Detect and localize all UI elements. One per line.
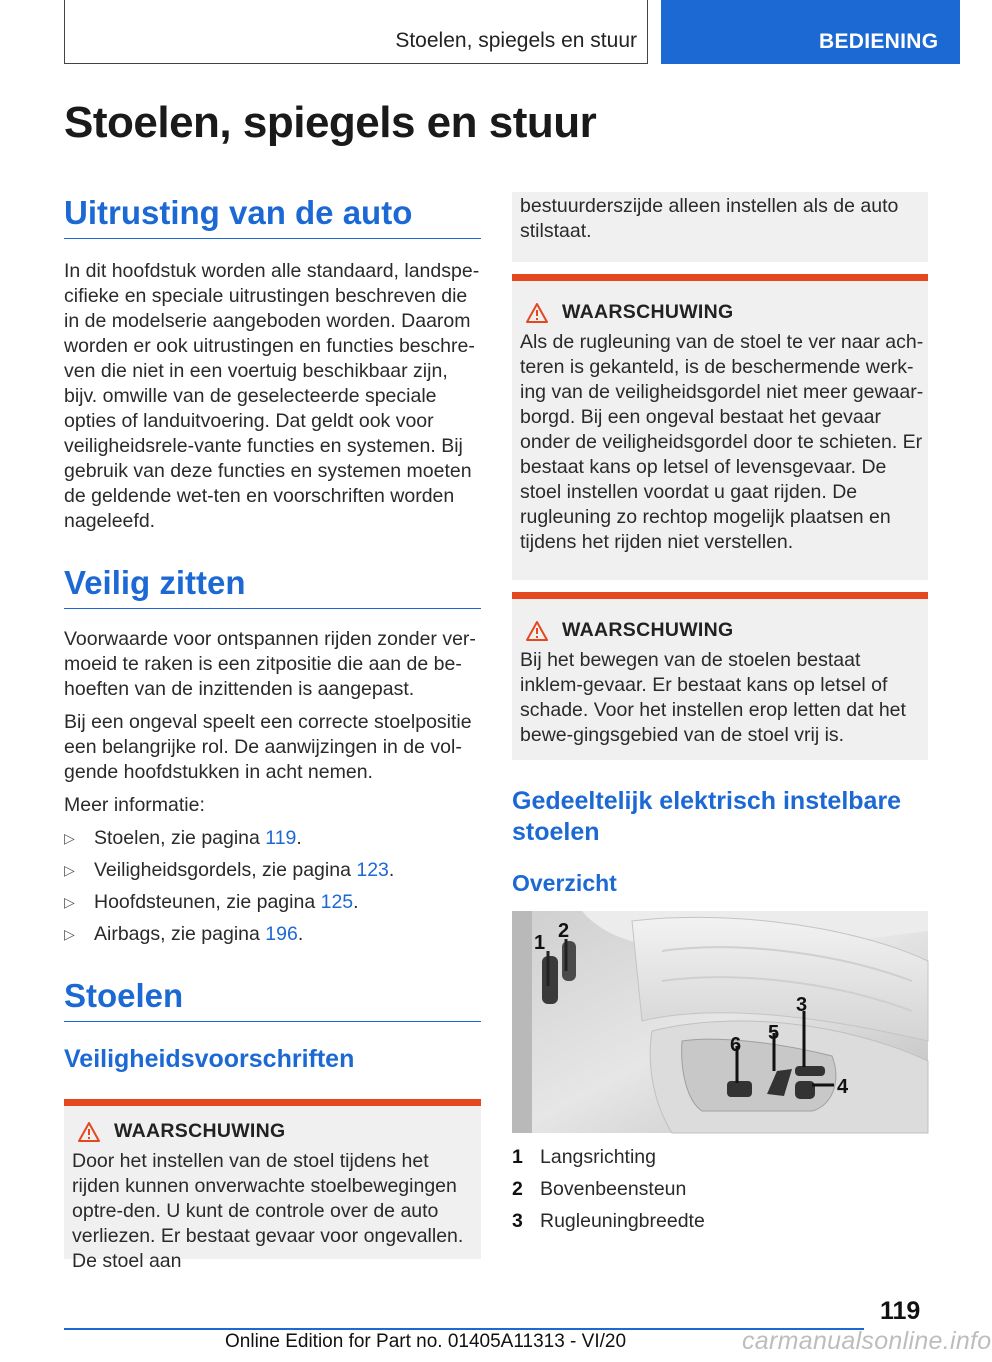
left-column bbox=[64, 192, 481, 1272]
page-link[interactable]: 119 bbox=[265, 827, 297, 849]
figure-label-6: 6 bbox=[730, 1034, 742, 1056]
reference-text: Veiligheidsgordels, zie pagina bbox=[94, 859, 357, 881]
list-item bbox=[512, 1173, 928, 1205]
more-info-label: Meer informatie: bbox=[64, 794, 205, 816]
reference-list bbox=[64, 826, 481, 947]
header-chapter-label: BEDIENING bbox=[819, 30, 939, 53]
warning-text-continued: bestuurderszijde alleen instellen als de auto stilstaat. bbox=[520, 195, 899, 242]
subheading-overview: Overzicht bbox=[512, 870, 617, 896]
legend-label: Bovenbeensteun bbox=[540, 1178, 687, 1200]
warning-label: WAARSCHUWING bbox=[562, 301, 734, 323]
header-chapter-tab bbox=[661, 0, 960, 64]
list-item bbox=[512, 1141, 928, 1173]
legend-label: Langsrichting bbox=[540, 1146, 656, 1168]
triangle-bullet-icon: ▷ bbox=[64, 926, 75, 942]
equipment-paragraph: In dit hoofdstuk worden alle standaard, landspe-cifieke en speciale uitrustingen beschreven die in de modelserie aangeboden worden. Daarom worden er ook uitrustingen en functies beschre-ven die niet in een voertuig beschikbaar zijn, bijv. omwille van de geselecteerde speciale opties of landuitvoering. Dat geldt ook voor veiligheidsrele-vante functies en systemen. Bij gebruik van deze functies en systemen moeten de geldende wet-ten en voorschriften worden nageleefd. bbox=[64, 260, 480, 532]
warning-triangle-icon bbox=[526, 621, 548, 641]
reference-text: Hoofdsteunen, zie pagina bbox=[94, 891, 321, 913]
warning-box-1 bbox=[64, 1099, 481, 1272]
warning-bar bbox=[512, 592, 928, 599]
warning-text: Door het instellen van de stoel tijdens het rijden kunnen onverwachte stoelbewegingen optre-den. U kunt de controle over de auto verliezen. Er bestaat gevaar voor ongevallen. De stoel aan bbox=[72, 1150, 464, 1272]
subheading-safety: Veiligheidsvoorschriften bbox=[64, 1045, 355, 1073]
legend-number: 2 bbox=[512, 1178, 523, 1200]
section-heading-safe-seating: Veilig zitten bbox=[64, 562, 481, 609]
list-item bbox=[512, 1205, 928, 1237]
footer-edition: Online Edition for Part no. 01405A11313 - VI/20 bbox=[225, 1331, 627, 1352]
page-number: 119 bbox=[880, 1297, 921, 1325]
reference-text: Airbags, zie pagina bbox=[94, 923, 266, 945]
legend-label: Rugleuningbreedte bbox=[540, 1210, 705, 1232]
warning-bar bbox=[512, 274, 928, 281]
figure-label-1: 1 bbox=[534, 932, 546, 954]
header-section-title: Stoelen, spiegels en stuur bbox=[395, 29, 637, 52]
figure-label-4: 4 bbox=[837, 1076, 849, 1098]
figure-label-2: 2 bbox=[558, 920, 570, 942]
list-item: ▷ Stoelen, zie pagina 119. bbox=[64, 827, 302, 849]
seat-controls-figure bbox=[512, 911, 928, 1133]
legend-number: 3 bbox=[512, 1210, 523, 1232]
warning-header bbox=[526, 619, 928, 642]
triangle-bullet-icon: ▷ bbox=[64, 894, 75, 910]
warning-header bbox=[526, 301, 928, 324]
warning-box-2 bbox=[512, 274, 928, 580]
header-section-box bbox=[64, 0, 648, 64]
safe-seating-paragraph-2: Bij een ongeval speelt een correcte stoelpositie een belangrijke rol. De aanwijzingen in de vol-gende hoofdstukken in acht nemen. bbox=[64, 711, 472, 783]
right-column bbox=[512, 192, 928, 1237]
triangle-bullet-icon: ▷ bbox=[64, 830, 75, 846]
section-heading-equipment: Uitrusting van de auto bbox=[64, 192, 481, 239]
figure-label-3: 3 bbox=[796, 994, 808, 1016]
page-link[interactable]: 196 bbox=[265, 923, 298, 945]
footer-watermark: carmanualsonline.info bbox=[742, 1327, 992, 1355]
warning-label: WAARSCHUWING bbox=[562, 619, 734, 641]
warning-triangle-icon bbox=[526, 303, 548, 323]
figure-label-5: 5 bbox=[768, 1022, 780, 1044]
subheading-power-seats: Gedeeltelijk elektrisch instelbare stoelen bbox=[512, 787, 902, 846]
warning-box-3 bbox=[512, 592, 928, 760]
warning-box-1-continued bbox=[512, 192, 928, 262]
page-link[interactable]: 125 bbox=[320, 891, 354, 913]
warning-bar bbox=[64, 1099, 481, 1106]
warning-triangle-icon bbox=[78, 1122, 100, 1142]
reference-text: Stoelen, zie pagina bbox=[94, 827, 266, 849]
warning-text: Als de rugleuning van de stoel te ver naar ach-teren is gekanteld, is de beschermende werk-ing van de veiligheidsgordel niet meer gewaar-borgd. Bij een ongeval bestaat het gevaar onder de veiligheidsgordel door te schieten. Er bestaat kans op letsel of levensgevaar. De stoel instellen voordat u gaat rijden. De rugleuning zo rechtop mogelijk plaatsen en tijdens het rijden niet verstellen. bbox=[520, 331, 924, 553]
list-item: ▷ Hoofdsteunen, zie pagina 125. bbox=[64, 891, 359, 913]
warning-text: Bij het bewegen van de stoelen bestaat inklem-gevaar. Er bestaat kans op letsel of schade. Voor het instellen erop letten dat het bewe-gingsgebied van de stoel vrij is. bbox=[520, 649, 906, 746]
legend-number: 1 bbox=[512, 1146, 523, 1168]
page-title: Stoelen, spiegels en stuur bbox=[64, 98, 597, 147]
list-item: ▷ Veiligheidsgordels, zie pagina 123. bbox=[64, 859, 395, 881]
safe-seating-paragraph-1: Voorwaarde voor ontspannen rijden zonder ver-moeid te raken is een zitpositie die aan de be-hoeften van de inzittenden is aangepast. bbox=[64, 628, 476, 700]
triangle-bullet-icon: ▷ bbox=[64, 862, 75, 878]
list-item: ▷ Airbags, zie pagina 196. bbox=[64, 923, 304, 945]
page-link[interactable]: 123 bbox=[356, 859, 389, 881]
figure-legend bbox=[512, 1141, 928, 1237]
section-heading-seats: Stoelen bbox=[64, 975, 481, 1022]
warning-header bbox=[78, 1120, 481, 1143]
warning-label: WAARSCHUWING bbox=[114, 1120, 286, 1142]
